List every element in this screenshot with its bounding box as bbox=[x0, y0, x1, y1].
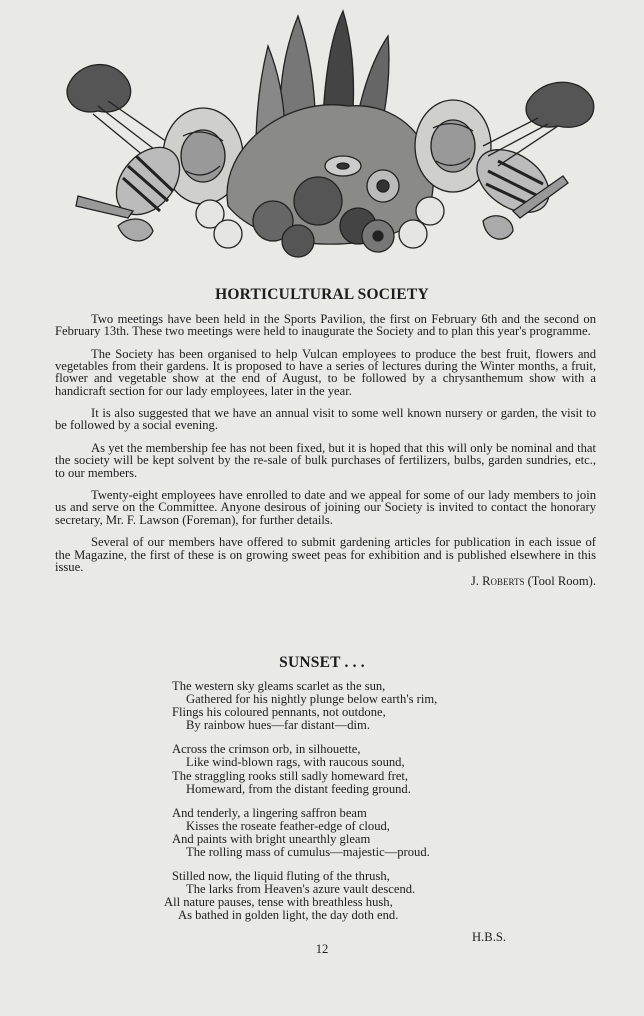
poem-line: The western sky gleams scarlet as the sun, bbox=[172, 679, 386, 693]
poem-line: Stilled now, the liquid fluting of the thrush, bbox=[172, 869, 390, 884]
poem-stanza bbox=[164, 869, 508, 923]
article-body bbox=[55, 313, 596, 588]
article-paragraph: It is also suggested that we have an annual visit to some well known nursery or garden, the visit to be followed by a social evening. bbox=[55, 406, 596, 433]
poem-line: Gathered for his nightly plunge below earth's rim, bbox=[186, 692, 438, 707]
poem-line: By rainbow hues—far distant—dim. bbox=[186, 718, 370, 733]
poem-line: Like wind-blown rags, with raucous sound, bbox=[186, 755, 405, 770]
poem-line: All nature pauses, tense with breathless hush, bbox=[164, 895, 393, 910]
poem-line: The straggling rooks still sadly homeward fret, bbox=[172, 768, 409, 783]
poem-line: Across the crimson orb, in silhouette, bbox=[172, 742, 361, 757]
article-title: HORTICULTURAL SOCIETY bbox=[215, 286, 429, 303]
article-paragraph: Twenty-eight employees have enrolled to date and we appeal for some of our lady members to join us and serve on the Committee. Anyone desirous of joining our Society is invited to contact the honorary secretary, Mr. F. Lawson (Foreman), for further details. bbox=[55, 488, 596, 527]
signature-department: (Tool Room). bbox=[527, 574, 596, 589]
poem-line: And paints with bright unearthly gleam bbox=[172, 831, 371, 846]
poem-line: Kisses the roseate feather-edge of cloud, bbox=[186, 818, 390, 833]
page-number: 12 bbox=[315, 942, 329, 956]
poem-line: The larks from Heaven's azure vault descend. bbox=[186, 882, 416, 897]
article-signature bbox=[55, 575, 596, 587]
poem-title: SUNSET . . . bbox=[279, 654, 365, 671]
poem-line: Flings his coloured pennants, not outdone, bbox=[172, 705, 386, 720]
poem-stanza bbox=[172, 807, 508, 859]
signature-name: Roberts bbox=[482, 574, 525, 589]
poem-line: The rolling mass of cumulus—majestic—proud. bbox=[186, 845, 430, 860]
poem-line: Homeward, from the distant feeding ground. bbox=[186, 781, 411, 796]
article-paragraph: As yet the membership fee has not been fixed, but it is hoped that this will only be nominal and that the society will be kept solvent by the re-sale of bulk purchases of fertilizers, bulbs, garden sundries, etc., to our members. bbox=[55, 441, 596, 480]
article-paragraph: The Society has been organised to help Vulcan employees to produce the best fruit, flowers and vegetables from their gardens. It is proposed to have a series of lectures during the Winter months, a fruit, flower and vegetable show at the end of August, to be followed by a chrysanthemum show with a handicraft section for our lady employees, later in the year. bbox=[55, 346, 596, 398]
article-paragraph: Several of our members have offered to submit gardening articles for publication in each issue of the Magazine, the first of these is on growing sweet peas for exhibition and is published elsewhere in this issue. bbox=[55, 535, 596, 574]
article-paragraph: Two meetings have been held in the Sports Pavilion, the first on February 6th and the second on February 13th. These two meetings were held to inaugurate the Society and to plan this year's programme. bbox=[55, 312, 596, 339]
poem-signature: H.B.S. bbox=[472, 930, 506, 944]
signature-initial: J. bbox=[470, 574, 479, 589]
poem-body bbox=[164, 679, 508, 934]
flowers-and-vegetables-illustration bbox=[58, 6, 606, 264]
flower-bouquet bbox=[227, 11, 433, 257]
poem-stanza bbox=[172, 743, 508, 795]
poem-line: As bathed in golden light, the day doth end. bbox=[178, 908, 399, 923]
poem-line: And tenderly, a lingering saffron beam bbox=[172, 805, 367, 820]
poem-stanza bbox=[172, 680, 508, 732]
